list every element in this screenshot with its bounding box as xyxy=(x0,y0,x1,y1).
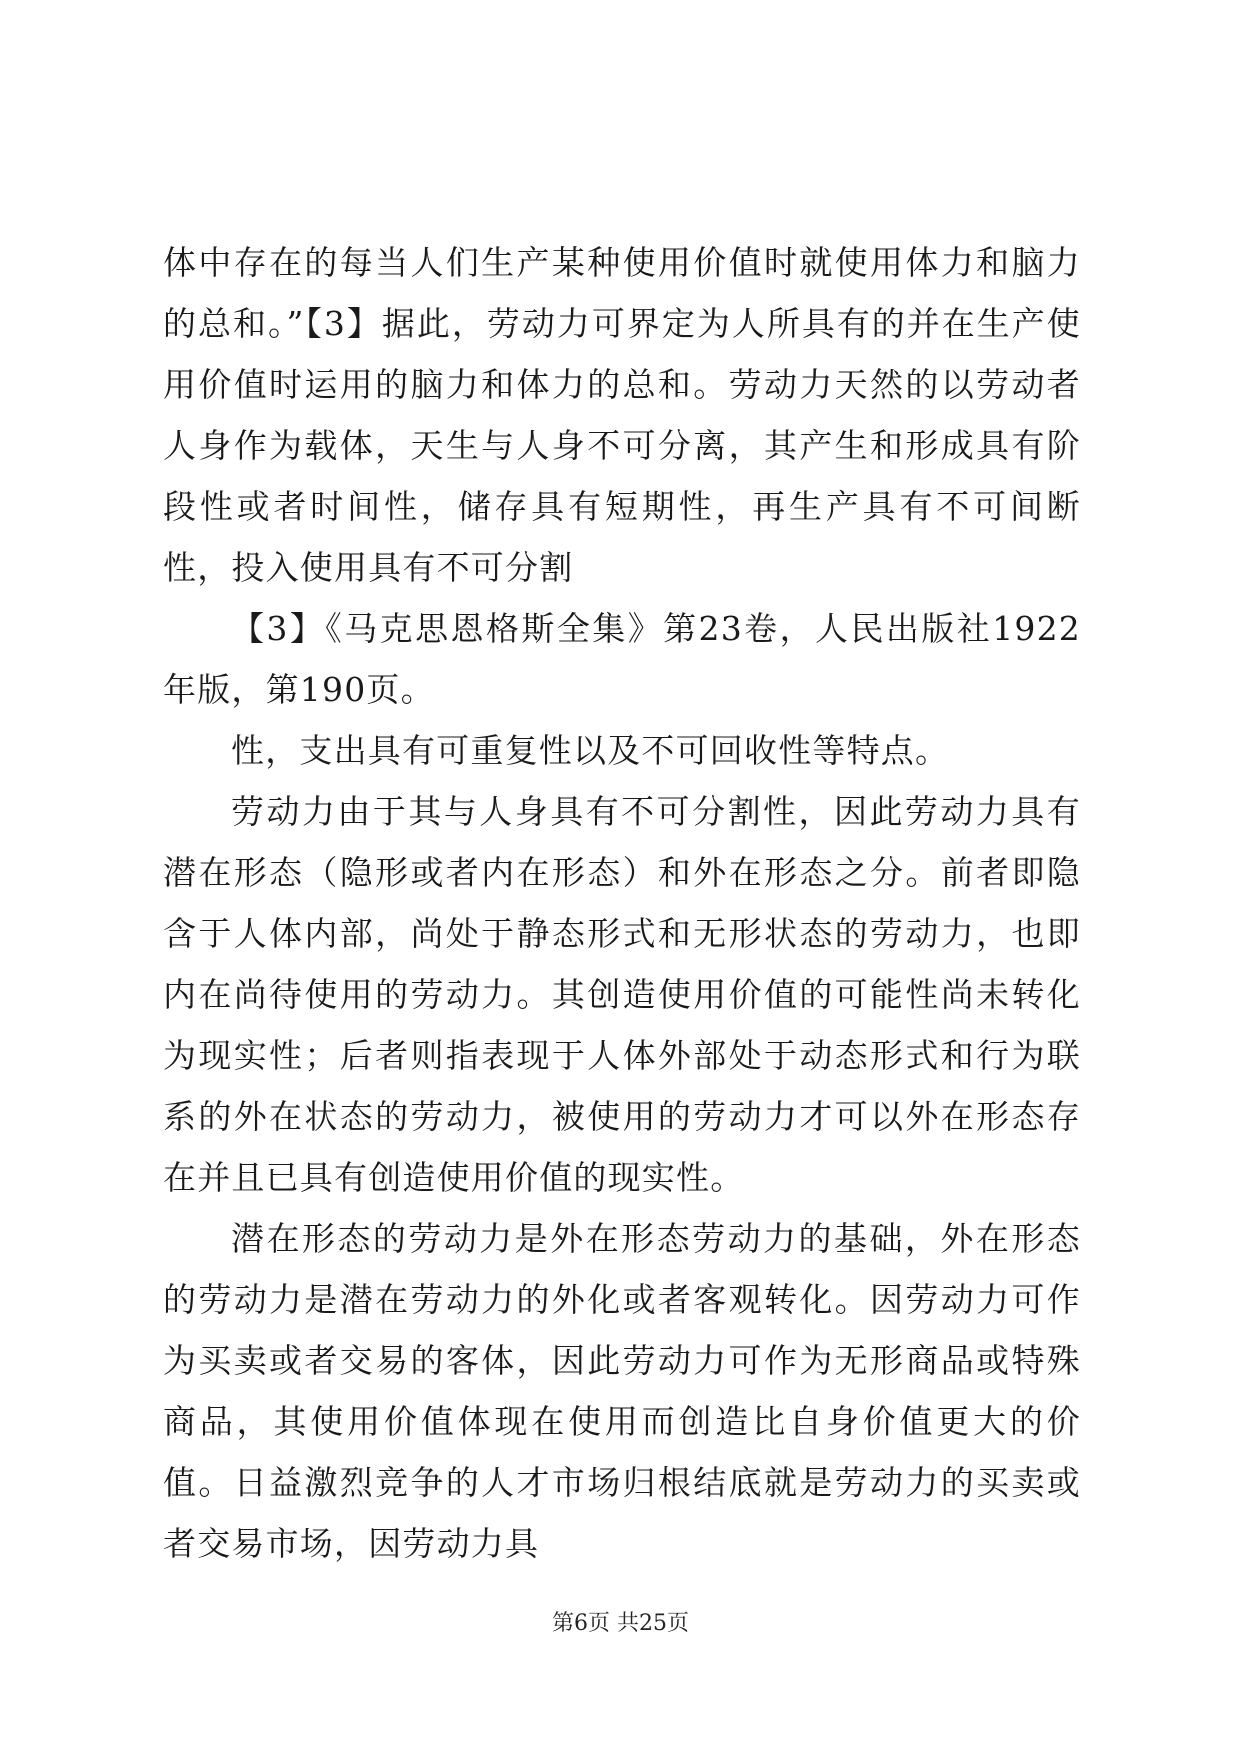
footnote-citation: 【3】《马克思恩格斯全集》第23卷，人民出版社1922年版，第190页。 xyxy=(163,609,1081,709)
paragraph-continuation: 体中存在的每当人们生产某种使用价值时就使用体力和脑力的总和。”【3】据此，劳动力可界定为人所具有的并在生产使用价值时运用的脑力和体力的总和。劳动力天然的以劳动者人身作为载体，天生与人身不可分离，其产生和形成具有阶段性或者时间性，储存具有短期性，再生产具有不可间断性，投入使用具有不可分割 xyxy=(163,243,1081,587)
paragraph-labor-forms: 劳动力由于其与人身具有不可分割性，因此劳动力具有潜在形态（隐形或者内在形态）和外在形态之分。前者即隐含于人体内部，尚处于静态形式和无形状态的劳动力，也即内在尚待使用的劳动力。其创造使用价值的可能性尚未转化为现实性；后者则指表现于人体外部处于动态形式和行为联系的外在状态的劳动力，被使用的劳动力才可以外在形态存在并且已具有创造使用价值的现实性。 xyxy=(163,792,1081,1197)
page-body xyxy=(163,232,1081,1574)
page-footer: 第6页 共25页 xyxy=(552,1611,689,1636)
paragraph-fragment: 性，支出具有可重复性以及不可回收性等特点。 xyxy=(231,731,950,770)
paragraph-labor-market: 潜在形态的劳动力是外在形态劳动力的基础，外在形态的劳动力是潜在劳动力的外化或者客观转化。因劳动力可作为买卖或者交易的客体，因此劳动力可作为无形商品或特殊商品，其使用价值体现在使用而创造比自身价值更大的价值。日益激烈竞争的人才市场归根结底就是劳动力的买卖或者交易市场，因劳动力具 xyxy=(163,1219,1081,1563)
